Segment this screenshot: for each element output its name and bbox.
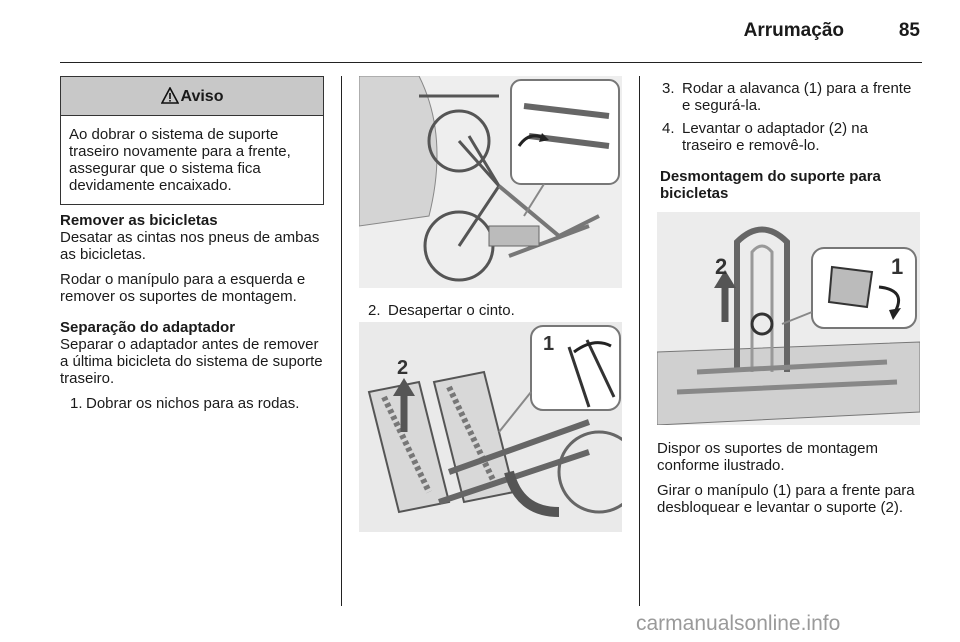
figure2-label-2: 2 [397,357,409,379]
remove-paragraph-2: Rodar o manípulo para a esquerda e remover os suportes de montagem. [60,271,306,305]
dismount-heading: Desmontagem do suporte para bicicletas [660,168,881,202]
column-divider-1 [341,76,342,606]
step-4-number: 4. [662,120,675,137]
figure-dismount [657,212,920,425]
warning-box [60,76,324,205]
bike-rack-illustration [359,76,622,288]
step-2-text: Desapertar o cinto. [388,302,515,319]
step-2 [366,302,626,319]
warning-title: Aviso [180,88,224,105]
step-1-text: Dobrar os nichos para as rodas. [86,395,300,412]
section-title: Arrumação [743,20,844,41]
step-3 [660,80,922,114]
figure3-label-1: 1 [891,254,904,279]
steps-list-middle [366,302,626,319]
figure-bike-rack [359,76,622,288]
dismount-paragraph-1: Dispor os suportes de montagem conforme ilustrado. [657,440,878,474]
page-number: 85 [898,20,920,41]
warning-header [61,77,323,116]
step-1 [60,395,328,412]
adapter-heading: Separação do adaptador [60,319,236,336]
dismount-paragraph-2: Girar o manípulo (1) para a frente para desbloquear e levantar o suporte (2). [657,482,915,516]
right-column-lower [657,440,919,524]
step-1-number: 1. [70,395,83,412]
column-divider-2 [639,76,640,606]
figure-adapter-strap [359,322,622,532]
adapter-paragraph: Separar o adaptador antes de remover a última bicicleta do sistema de suporte traseiro. [60,336,323,387]
figure2-label-1: 1 [543,333,555,355]
remove-paragraph-1: Desatar as cintas nos pneus de ambas as bicicletas. [60,229,320,263]
steps-list-right [660,80,922,154]
step-3-text: Rodar a alavanca (1) para a frente e segurá-la. [682,80,912,114]
step-2-number: 2. [368,302,381,319]
dismount-illustration [657,212,920,425]
step-4-text: Levantar o adaptador (2) na traseiro e removê-lo. [682,120,868,154]
step-3-number: 3. [662,80,675,97]
adapter-strap-illustration [359,322,622,532]
left-column [60,212,328,418]
figure3-label-2: 2 [715,254,728,279]
warning-text: Ao dobrar o sistema de suporte traseiro novamente para a frente, assegurar que o sistema fica devidamente encaixado. [69,126,291,194]
right-column [660,80,922,210]
steps-list-left [60,395,328,412]
warning-icon [161,87,179,104]
remove-heading: Remover as bicicletas [60,212,218,229]
page-header [60,0,922,63]
step-4 [660,120,922,154]
watermark-text: carmanualsonline.info [636,612,841,635]
